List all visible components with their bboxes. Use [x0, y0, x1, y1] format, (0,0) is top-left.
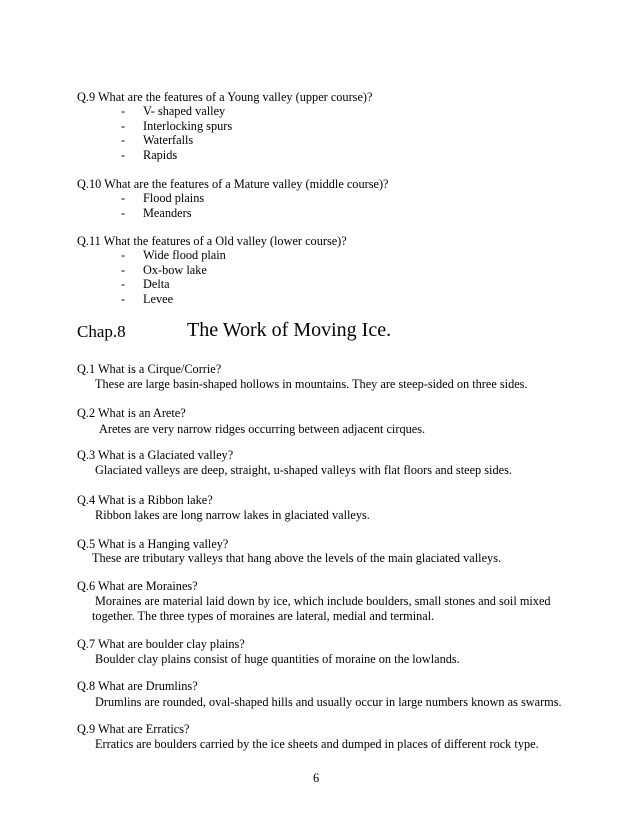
answer-hanging-valley: These are tributary valleys that hang above the levels of the main glaciated valleys.	[92, 551, 502, 565]
answer-boulder-clay: Boulder clay plains consist of huge quantities of moraine on the lowlands.	[95, 652, 460, 666]
question-boulder-clay: Q.7 What are boulder clay plains?	[77, 637, 245, 651]
answer-arete: Aretes are very narrow ridges occurring between adjacent cirques.	[99, 422, 426, 436]
question-young-valley: Q.9 What are the features of a Young valley (upper course)?	[77, 90, 373, 104]
mature-valley-list	[121, 191, 204, 220]
question-ribbon-lake: Q.4 What is a Ribbon lake?	[77, 493, 213, 507]
question-glaciated-valley: Q.3 What is a Glaciated valley?	[77, 448, 234, 462]
answer-moraines-line-2: together. The three types of moraines are lateral, medial and terminal.	[92, 609, 435, 623]
young-valley-list	[121, 104, 232, 162]
list-item: - Ox-bow lake	[121, 262, 207, 277]
chapter-label: Chap.8	[77, 322, 126, 341]
list-item: - Delta	[121, 277, 170, 291]
answer-drumlins: Drumlins are rounded, oval-shaped hills and usually occur in large numbers known as swarms.	[95, 695, 562, 709]
question-cirque: Q.1 What is a Cirque/Corrie?	[77, 362, 222, 376]
question-erratics: Q.9 What are Erratics?	[77, 722, 190, 736]
list-item: - Waterfalls	[121, 133, 194, 147]
list-item: - Wide flood plain	[121, 248, 226, 262]
chapter-title: The Work of Moving Ice.	[187, 319, 392, 341]
old-valley-list	[121, 248, 226, 306]
answer-cirque: These are large basin-shaped hollows in mountains. They are steep-sided on three sides.	[95, 377, 528, 391]
answer-moraines-line-1: Moraines are material laid down by ice, which include boulders, small stones and soil mixed	[95, 594, 551, 608]
list-item: - Levee	[121, 291, 174, 306]
list-item: - Flood plains	[121, 191, 205, 205]
question-hanging-valley: Q.5 What is a Hanging valley?	[77, 537, 229, 551]
question-arete: Q.2 What is an Arete?	[77, 406, 186, 420]
question-drumlins: Q.8 What are Drumlins?	[77, 679, 198, 693]
list-item: - Meanders	[121, 205, 192, 220]
page-number: 6	[313, 771, 320, 785]
question-mature-valley: Q.10 What are the features of a Mature valley (middle course)?	[77, 177, 389, 191]
answer-ribbon-lake: Ribbon lakes are long narrow lakes in glaciated valleys.	[95, 508, 370, 522]
list-item: - Rapids	[121, 147, 178, 162]
list-item: - V- shaped valley	[121, 104, 226, 118]
answer-erratics: Erratics are boulders carried by the ice sheets and dumped in places of different rock type.	[95, 737, 539, 751]
answer-glaciated-valley: Glaciated valleys are deep, straight, u-shaped valleys with flat floors and steep sides.	[95, 463, 512, 477]
question-old-valley: Q.11 What the features of a Old valley (lower course)?	[77, 234, 347, 248]
question-moraines: Q.6 What are Moraines?	[77, 579, 198, 593]
list-item: - Interlocking spurs	[121, 118, 233, 133]
